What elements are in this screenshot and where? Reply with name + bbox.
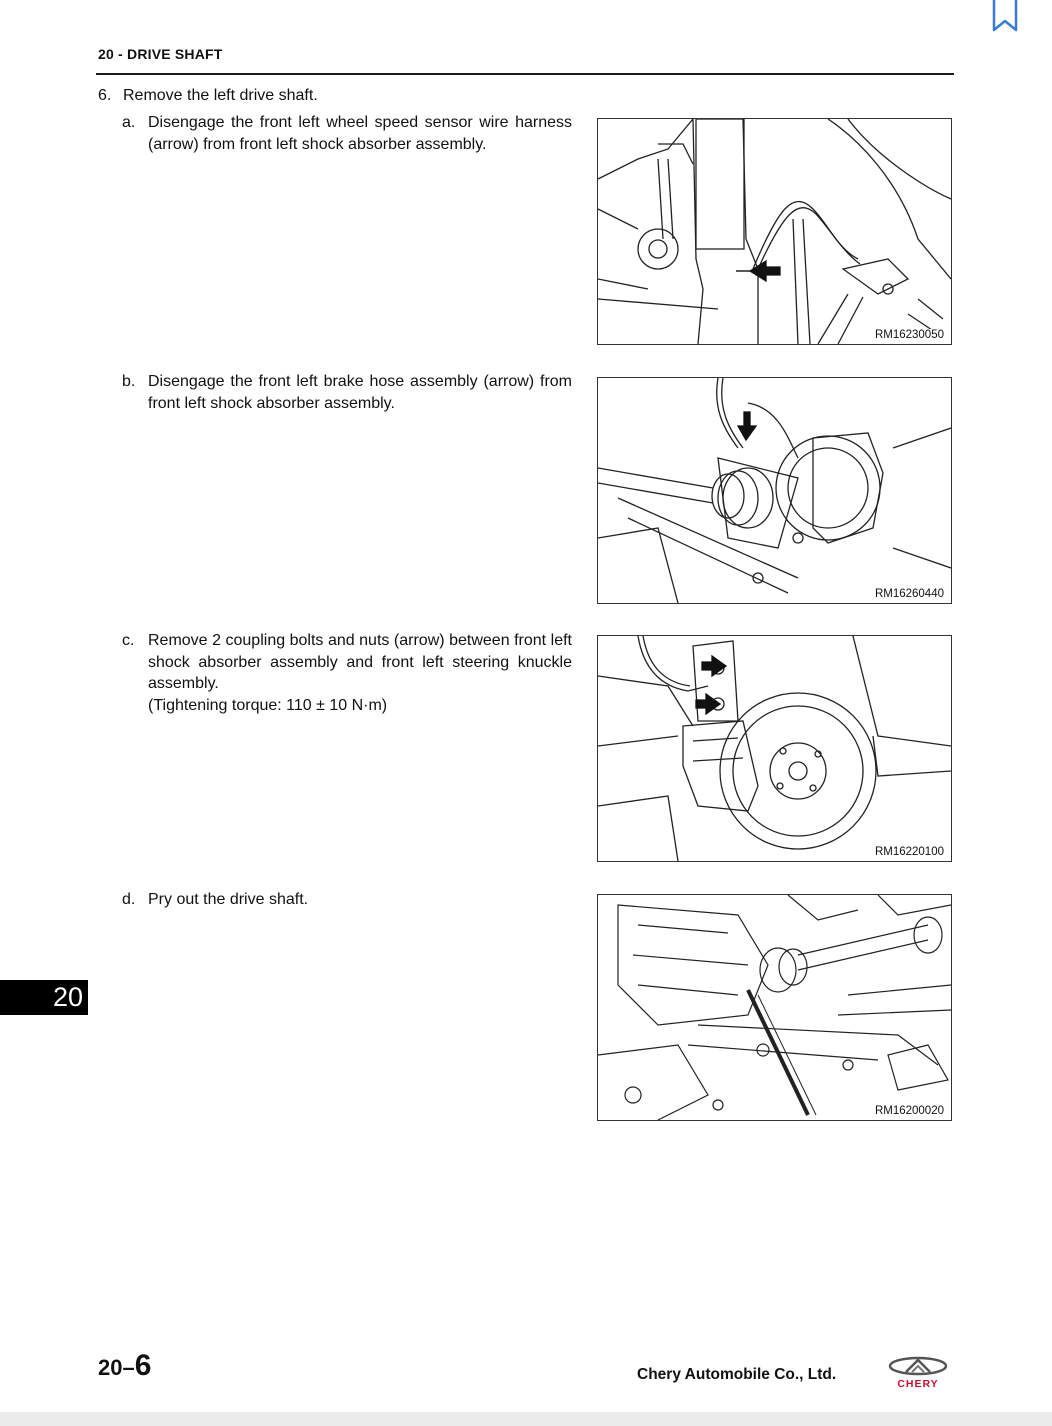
substep-text: Disengage the front left wheel speed sensor wire harness (arrow) from front left shock absorber assembly. (148, 114, 572, 153)
figure-code: RM16220100 (874, 846, 944, 858)
substep-letter: c. (122, 632, 135, 649)
header-divider (96, 73, 954, 75)
substep-letter: d. (122, 891, 136, 908)
substep-text: Disengage the front left brake hose assembly (arrow) from front left shock absorber assembly. (148, 373, 572, 412)
substep-a (122, 112, 572, 155)
figure-pry-drive-shaft (597, 894, 952, 1121)
logo-wordmark: CHERY (897, 1378, 939, 1390)
substep-b (122, 371, 572, 414)
step-number: 6. (98, 87, 112, 104)
tightening-torque: (Tightening torque: 110 ± 10 N·m) (148, 696, 388, 714)
figure-code: RM16200020 (874, 1105, 944, 1117)
substep-letter: b. (122, 373, 136, 390)
figure-coupling-bolts (597, 635, 952, 862)
substep-text (148, 630, 572, 716)
page-section-number: 20– (98, 1355, 135, 1380)
figure-code: RM16260440 (874, 588, 944, 600)
substep-text-main: Remove 2 coupling bolts and nuts (arrow) between front left shock absorber assembly and front left steering knuckle assembly. (148, 632, 572, 692)
figure-wheel-speed-sensor (597, 118, 952, 345)
substep-text: Pry out the drive shaft. (148, 891, 309, 908)
substep-c (122, 630, 572, 716)
step-text: Remove the left drive shaft. (123, 87, 318, 104)
page-number (98, 1349, 151, 1383)
illustration-pry-drive-shaft (598, 895, 951, 1120)
substep-d (122, 889, 572, 911)
page-bottom-edge (0, 1412, 1052, 1426)
illustration-coupling-bolts (598, 636, 951, 861)
page-index: 6 (134, 1349, 152, 1382)
substep-letter: a. (122, 114, 136, 131)
company-name: Chery Automobile Co., Ltd. (637, 1366, 837, 1383)
illustration-brake-hose (598, 378, 951, 603)
illustration-sensor-harness (598, 119, 951, 344)
bookmark-icon[interactable] (991, 0, 1019, 34)
figure-brake-hose (597, 377, 952, 604)
figure-code: RM16230050 (874, 329, 944, 341)
step-title (98, 87, 318, 105)
chapter-tab: 20 (0, 980, 88, 1015)
section-header: 20 - DRIVE SHAFT (98, 46, 223, 62)
